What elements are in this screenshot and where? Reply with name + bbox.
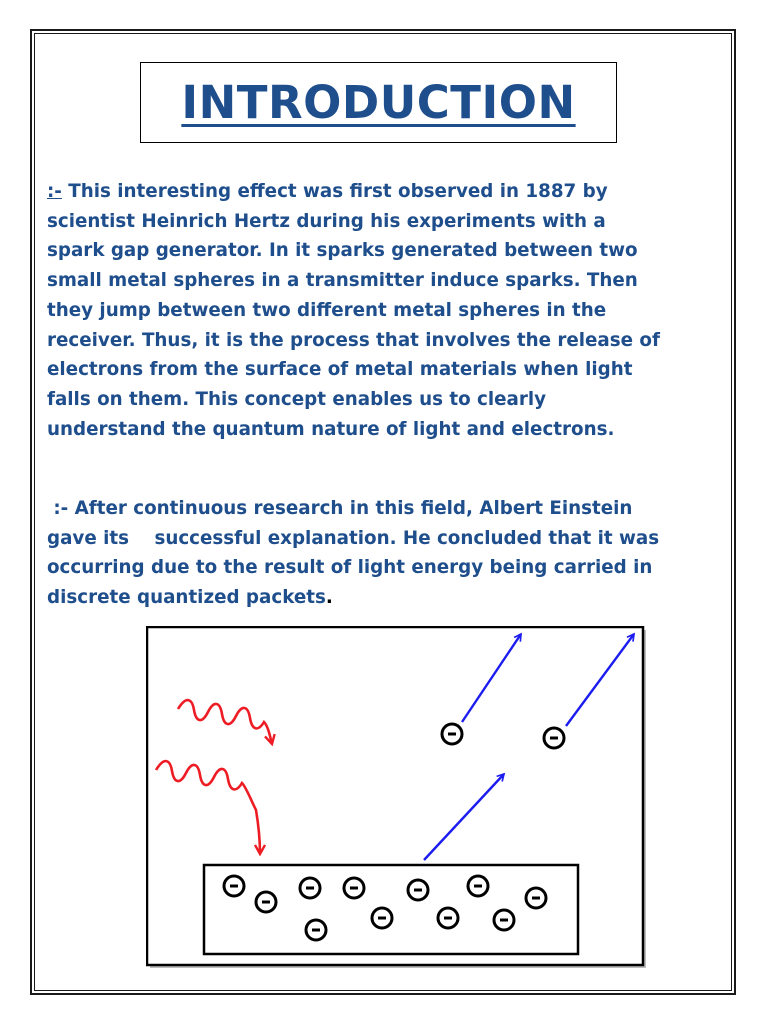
metal-electron-icon — [526, 888, 546, 908]
bullet-marker: :- — [53, 498, 69, 519]
line-text: This interesting effect was first observed in 1887 by — [68, 181, 608, 202]
paragraph-hertz — [47, 177, 727, 444]
photoelectric-diagram — [146, 626, 646, 968]
paragraph-line — [47, 583, 727, 613]
paragraph-line: they jump between two different metal spheres in the — [47, 299, 607, 321]
metal-electron-icon — [344, 878, 364, 898]
paragraph-line: scientist Heinrich Hertz during his experiments with a — [47, 210, 606, 232]
bullet-marker: :- — [47, 181, 62, 202]
line-text: discrete quantized packets — [47, 587, 326, 609]
metal-electron-icon — [494, 910, 514, 930]
metal-electron-icon — [372, 908, 392, 928]
metal-electron-icon — [438, 908, 458, 928]
line-text: After continuous research in this field, Albert Einstein — [74, 498, 633, 519]
metal-electron-icon — [224, 876, 244, 896]
free-electron-icon — [544, 728, 564, 748]
paragraph-line — [47, 494, 727, 524]
paragraph-line: occurring due to the result of light energy being carried in — [47, 557, 653, 579]
paragraph-einstein — [47, 494, 727, 613]
paragraph-line: understand the quantum nature of light and electrons. — [47, 418, 615, 440]
metal-electron-icon — [468, 876, 488, 896]
metal-electron-icon — [306, 920, 326, 940]
paragraph-line: small metal spheres in a transmitter induce sparks. Then — [47, 270, 638, 292]
end-period: . — [325, 587, 333, 609]
paragraph-line: electrons from the surface of metal materials when light — [47, 359, 633, 381]
paragraph-line: falls on them. This concept enables us to clearly — [47, 388, 547, 410]
title-box — [140, 62, 617, 143]
metal-electron-icon — [300, 878, 320, 898]
paragraph-line: spark gap generator. In it sparks generated between two — [47, 240, 638, 262]
metal-electron-icon — [408, 880, 428, 900]
paragraph-line: receiver. Thus, it is the process that involves the release of — [47, 329, 660, 351]
paragraph-line: gave its successful explanation. He concluded that it was — [47, 527, 660, 549]
page-title: INTRODUCTION — [181, 76, 576, 129]
free-electron-icon — [442, 724, 462, 744]
metal-electron-icon — [256, 892, 276, 912]
paragraph-line — [47, 177, 727, 207]
